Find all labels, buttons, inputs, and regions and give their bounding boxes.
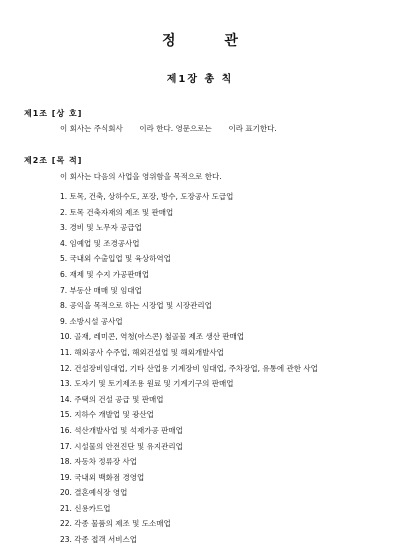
document-title: 정 관 — [162, 33, 260, 49]
list-item: 4. 임예업 및 조경공사업 — [60, 238, 140, 248]
article-1-text: 이 회사는 주식회사 이라 한다. 영문으로는 이라 표기한다. — [60, 124, 277, 133]
list-item: 14. 주택의 건설 공급 및 판매업 — [60, 394, 164, 404]
list-item: 18. 자동차 정류장 사업 — [60, 457, 138, 467]
list-item: 8. 공익을 목적으로 하는 시장업 및 시장관리업 — [60, 301, 212, 311]
list-item: 13. 도자기 및 토기제조용 원료 및 기계기구의 판매업 — [60, 379, 234, 389]
article-2-heading: 제2조 [목 적] — [24, 156, 83, 165]
list-item: 17. 시설물의 안전진단 및 유지관리업 — [60, 441, 183, 451]
purpose-item-list — [60, 189, 318, 548]
list-item: 10. 골재, 레미콘, 역청(아스콘) 철골물 제조 생산 판매업 — [60, 332, 245, 342]
list-item: 11. 해외공사 수주업, 해외건설업 및 해외개발사업 — [60, 347, 224, 357]
list-item: 5. 국내외 수출입업 및 육상하역업 — [60, 254, 171, 264]
list-item: 1. 토목, 건축, 상하수도, 포장, 방수, 도장공사 도급업 — [60, 192, 234, 201]
article-2-intro: 이 회사는 다음의 사업을 영위함을 목적으로 한다. — [60, 172, 222, 181]
chapter-title: 제1장 총 칙 — [166, 74, 234, 85]
list-item: 21. 신용카드업 — [60, 503, 111, 513]
list-item: 16. 석산개발사업 및 석재가공 판매업 — [60, 425, 183, 435]
list-item: 22. 각종 물품의 제조 및 도소매업 — [60, 519, 171, 529]
list-item: 7. 부동산 매매 및 임대업 — [60, 285, 142, 295]
list-item: 23. 각종 접객 서비스업 — [60, 535, 138, 545]
list-item: 6. 재제 및 수지 가공판매업 — [60, 269, 150, 279]
article-1-heading: 제1조 [상 호] — [24, 109, 83, 118]
list-item: 15. 지하수 개발업 및 광산업 — [60, 410, 154, 420]
list-item: 20. 결혼예식장 영업 — [60, 488, 128, 498]
list-item: 9. 소방시설 공사업 — [60, 316, 123, 326]
list-item: 3. 경비 및 노무자 공급업 — [60, 223, 142, 233]
list-item: 2. 토목 건축자재의 제조 및 판매업 — [60, 207, 174, 217]
list-item: 12. 건설장비임대업, 기타 산업용 기계장비 임대업, 주차장업, 유통에 관한 사업 — [60, 363, 318, 373]
list-item: 19. 국내외 백화점 경영업 — [60, 472, 145, 482]
